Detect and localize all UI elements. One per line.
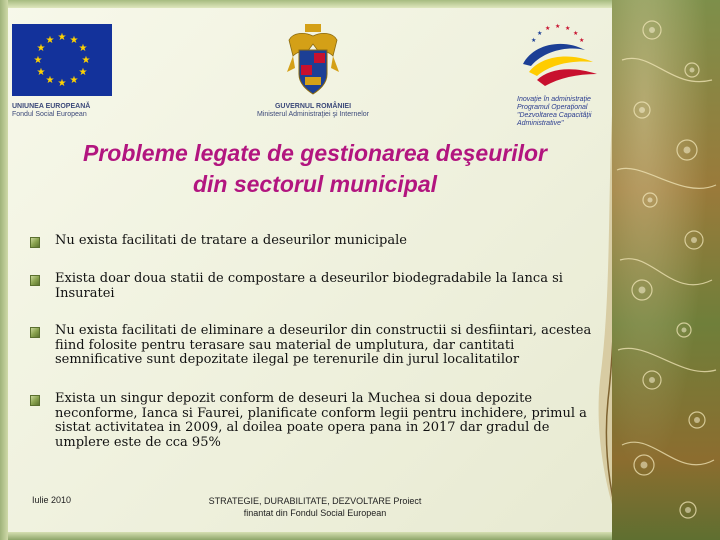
svg-text:★: ★	[78, 43, 88, 54]
svg-text:★: ★	[57, 78, 67, 89]
bullet-text: Exista doar doua statii de compostare a deseurilor biodegradabile la Ianca si Insuratei	[55, 271, 563, 301]
square-bullet-icon	[30, 237, 40, 248]
left-frame-border	[0, 0, 8, 540]
svg-text:★: ★	[33, 55, 43, 66]
program-caption-line4: Administrative"	[517, 120, 564, 127]
svg-text:★: ★	[81, 55, 91, 66]
svg-text:★: ★	[36, 67, 46, 78]
svg-text:★: ★	[545, 25, 551, 32]
square-bullet-icon	[30, 275, 40, 286]
svg-text:★: ★	[573, 30, 579, 37]
gov-caption-line2: Ministerul Administraţiei şi Internelor	[256, 111, 370, 118]
square-bullet-icon	[30, 327, 40, 338]
bottom-frame-border	[0, 532, 620, 540]
footer-project-line1: STRATEGIE, DURABILITATE, DEZVOLTARE Proiect	[208, 496, 422, 506]
slide-title-line2: din sectorul municipal	[192, 171, 438, 197]
footer-project	[180, 495, 450, 519]
svg-text:★: ★	[36, 43, 46, 54]
bullet-text: Nu exista facilitati de tratare a deseurilor municipale	[55, 233, 407, 248]
program-swirl-logo	[515, 20, 605, 92]
program-caption-line2: Programul Operaţional	[517, 104, 588, 111]
svg-text:★: ★	[45, 35, 55, 46]
eu-caption-line2: Fondul Social European	[12, 111, 87, 118]
svg-text:★: ★	[69, 75, 79, 86]
svg-text:★: ★	[565, 25, 571, 32]
svg-text:★: ★	[45, 75, 55, 86]
svg-text:★: ★	[579, 37, 585, 44]
bullet-text: Exista un singur depozit conform de deseuri la Muchea si doua depozite neconforme, Ianca si Faurei, planificate conform legii pentru inchidere, primul a sistat activitatea in 2009, al doilea poate opera pana in 2017 dar gradul de umplere este de cca 95%	[55, 391, 587, 450]
footer-date: Iulie 2010	[32, 495, 72, 505]
eu-flag-logo	[12, 24, 112, 96]
top-frame-border	[0, 0, 620, 8]
square-bullet-icon	[30, 395, 40, 406]
coat-of-arms-logo	[283, 22, 343, 100]
program-caption-line1: Inovaţie în administraţie	[517, 96, 591, 103]
svg-text:★: ★	[78, 67, 88, 78]
program-caption-line3: "Dezvoltarea Capacităţii	[517, 112, 592, 119]
footer-project-line2: finantat din Fondul Social European	[243, 508, 387, 518]
svg-text:★: ★	[537, 30, 543, 37]
svg-text:★: ★	[57, 32, 67, 43]
svg-text:★: ★	[531, 37, 537, 44]
eu-caption-line1: UNIUNEA EUROPEANĂ	[12, 103, 91, 110]
svg-text:★: ★	[69, 35, 79, 46]
bullet-text: Nu exista facilitati de eliminare a deseurilor din constructii si desfiintari, acestea fiind folosite pentru terasare sau material de umplutura, dar cantitati semnificative sunt depozitate ilegal pe terenurile din jurul localitatilor	[55, 323, 592, 367]
decorative-floral-panel	[612, 0, 720, 540]
eu-logo-caption	[12, 103, 90, 119]
svg-text:★: ★	[555, 23, 561, 30]
gov-caption-line1: GUVERNUL ROMÂNIEI	[274, 103, 352, 110]
slide-title	[10, 138, 620, 200]
slide-title-line1: Probleme legate de gestionarea deşeurilor	[83, 140, 547, 166]
gov-logo-caption	[243, 103, 383, 119]
program-logo-caption	[517, 96, 591, 128]
